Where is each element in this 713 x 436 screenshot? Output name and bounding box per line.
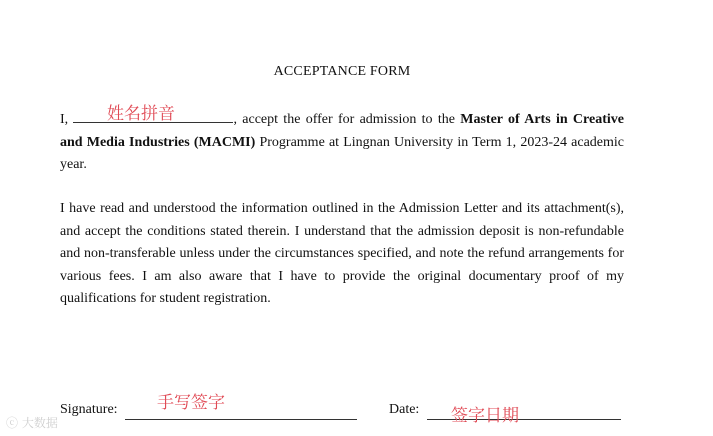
watermark-logo-icon: ⓒ: [6, 416, 19, 430]
para1-prefix: I,: [60, 112, 69, 127]
signature-line[interactable]: [125, 419, 357, 420]
para1-suffix: Programme at Lingnan University in Term 1, 2023-24 academic year.: [60, 134, 625, 172]
signature-label: Signature:: [60, 402, 118, 417]
date-annotation: 签字日期: [451, 406, 519, 426]
programme-name: Master of Arts in Creative and Media Industries (MACMI): [60, 112, 624, 150]
watermark: [6, 414, 58, 431]
para1-mid: , accept the offer for admission to the: [233, 112, 455, 127]
acceptance-form: [60, 0, 624, 436]
watermark-text: 大数据: [21, 416, 58, 430]
conditions-paragraph: I have read and understood the information outlined in the Admission Letter and its attachment(s), and accept the conditions stated therein. I understand that the admission deposit is non-refundable and non-transferable unless under the circumstances specified, and note the refund arrangements for various fees. I am also aware that I have to provide the original documentary proof of my qualifications for student registration.: [60, 201, 624, 306]
form-title: ACCEPTANCE FORM: [273, 64, 411, 79]
name-pinyin-annotation: 姓名拼音: [107, 104, 175, 124]
date-label: Date:: [389, 402, 420, 417]
signature-annotation: 手写签字: [157, 393, 225, 413]
